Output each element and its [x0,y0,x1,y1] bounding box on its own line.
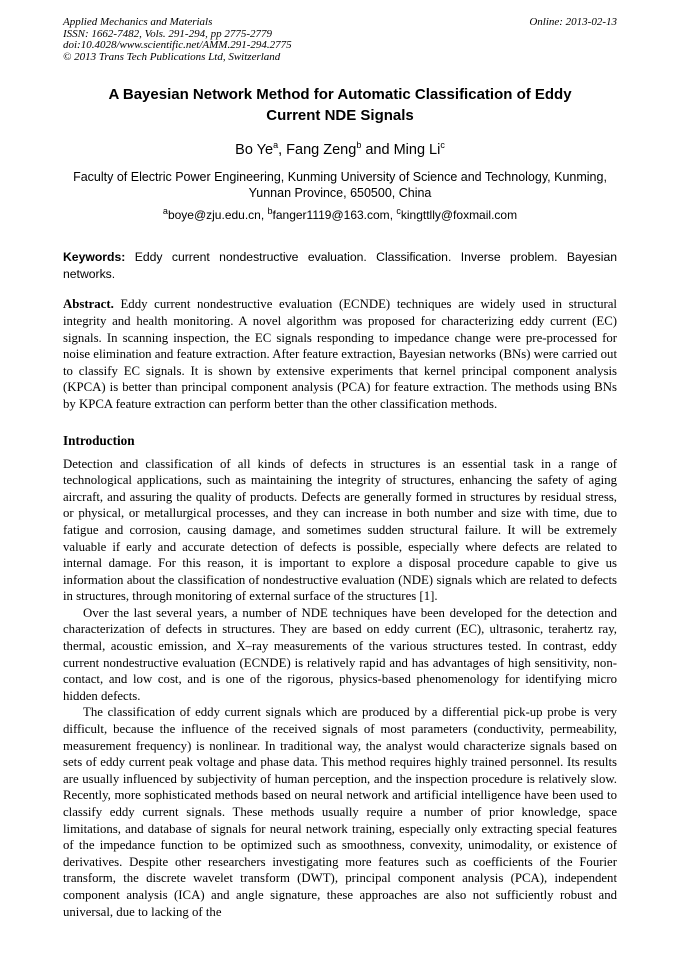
author-1: Bo Ye [235,142,274,159]
paper-title-line1: A Bayesian Network Method for Automatic Classification of Eddy [108,86,572,104]
paper-title [63,84,617,126]
keywords-label: Keywords: [63,250,126,265]
issn-volume-pages: ISSN: 1662-7482, Vols. 291-294, pp 2775-2779 [63,27,272,40]
affiliation-line1: Faculty of Electric Power Engineering, Kunming University of Science and Technology, Kunming, [73,170,607,185]
email-1-mark: a [162,206,168,217]
email-separator: , [389,208,397,223]
email-2: fanger1119@163.com [272,208,390,223]
author-2-affiliation-mark: b [356,140,362,151]
introduction-paragraph-1: Detection and classification of all kinds of defects in structures is an essential task in a range of technological applications, such as maintaining the integrity of structures, enhancing the safety of aging aircraft, and assuring the quality of products. Defects are generally formed in structures by residual stress, or physical, or metallurgical processes, and they can increase in both number and size with time, due to fatigue and corrosion, causing damage, and sometimes sudden structural failure. It will be extremely valuable if early and accurate detection of defects is possible, especially where defects are related to internal damage. For this reason, it is important to explore a disposal procedure capable to give us information about the classification of nondestructive evaluation (NDE) signals which are related to defects in structures, through monitoring of external surface of the structures [1]. [63,456,617,604]
keywords-text: Eddy current nondestructive evaluation. Classification. Inverse problem. Bayesian networks. [63,250,617,281]
author-3-affiliation-mark: c [440,140,445,151]
author-3: Ming Li [393,142,441,159]
introduction-heading: Introduction [63,432,135,448]
introduction-paragraph-3: The classification of eddy current signals which are produced by a differential pick-up probe is very difficult, because the influence of the received signals of most parameters (conductivity, permeability, measurement frequency) is nonlinear. In traditional way, the analyst would characterize signals based on sets of eddy current peak voltage and phase data. This method requires highly trained personnel. Its results are usually influenced by subjectivity of human perception, and the inspection procedure is relatively slow. Recently, more sophisticated methods based on neural network and artificial intelligence have been used to classify eddy current signals. These methods usually require a number of prior knowledge, space limitations, and database of signals for neural network training, especially only extracting special features of the impedance function to be optimized such as smoothness, convexity, unimodality, or existence of derivatives. Despite other researchers investigating more features such as coefficients of the Fourier transform, the discrete wavelet transform (DWT), principal component analysis (PCA), independent component analysis (ICA) and angle signature, these approaches are also not sufficiently robust and universal, due to lacking of the [63,705,617,919]
abstract-paragraph [63,296,617,412]
keywords-paragraph [63,249,617,282]
copyright-line: © 2013 Trans Tech Publications Ltd, Switzerland [63,50,281,63]
email-3: kingttlly@foxmail.com [400,208,518,223]
online-date: Online: 2013-02-13 [529,16,617,28]
affiliation-line2: Yunnan Province, 650500, China [248,186,432,201]
email-1: boye@zju.edu.cn [167,208,261,223]
journal-header [63,17,617,63]
email-2-mark: b [267,206,273,217]
doi-line: doi:10.4028/www.scientific.net/AMM.291-294.2775 [63,39,292,52]
abstract-label: Abstract. [63,297,114,312]
introduction-paragraph-2: Over the last several years, a number of NDE techniques have been developed for the detection and characterization of defects in structures. They are based on eddy current (EC), ultrasonic, terahertz ray, thermal, acoustic emission, and X–ray measurements of the various structures tested. In contrast, eddy current nondestructive evaluation (ECNDE) is relatively rapid and has advantages of high sensitivity, non-contact, and low cost, and is one of the rigorous, physics-based phenomenology for identifying micro hidden defects. [63,605,617,703]
emails-line [63,208,617,223]
email-separator: , [260,208,268,223]
author-1-affiliation-mark: a [273,140,279,151]
email-3-mark: c [396,206,401,217]
journal-header-left [63,17,292,63]
paper-title-line2: Current NDE Signals [266,107,414,125]
affiliation [63,169,617,201]
journal-name: Applied Mechanics and Materials [63,16,213,28]
author-separator: and [361,142,394,159]
author-separator: , [278,142,287,159]
authors-line [63,141,617,159]
abstract-text: Eddy current nondestructive evaluation (ECNDE) techniques are widely used in structural integrity and health monitoring. A novel algorithm was proposed for characterizing eddy current (EC) signals. In scanning inspection, the EC signals responding to impedance change were pre-processed for noise elimination and feature extraction. After feature extraction, Bayesian networks (BNs) were carried out to classify EC signals. It is shown by extensive experiments that kernel principal component analysis (KPCA) is better than principal component analysis (PCA) for feature extraction. The methods using BNs by KPCA feature extraction can perform better than the other classification methods. [63,297,617,411]
author-2: Fang Zeng [286,142,357,159]
